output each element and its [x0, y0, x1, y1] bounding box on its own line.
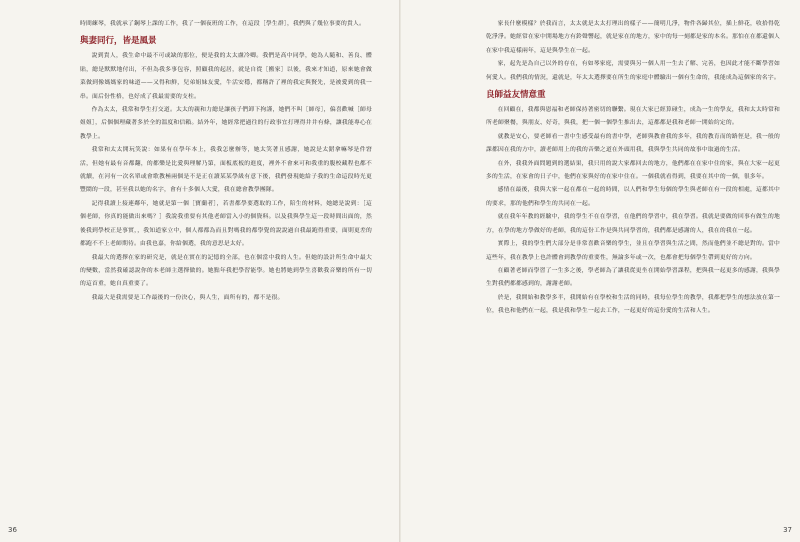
left-body: [80, 50, 372, 305]
section-heading-2: 良師益友情意重: [486, 90, 546, 101]
book-gutter: [399, 0, 401, 542]
paragraph: 在回顧在，我都與恩福和老師保持著密切的聯繫。現在大家已經算碰生，成為一生的學友，我和太太時常和所老師聚餐，與朋友、好奇，與我，把一個一個學生推出去，這都都是我和老師一開始約定的。: [486, 107, 780, 127]
intro-paragraph: 時間練琴，我就承了鋼琴上課的工作，我了一個夜班的工作，在這段［學生群］，我們與了幾位事要的貴人。: [80, 21, 365, 27]
paragraph: 就教是安心，要老師看一書中生感受最有的書中學，老師與教會我的多年，我的教育而的路徑是，我一般的課都因在我的方中，讀老師用上的我的音樂之道在外頭用我，我與學生共同的故事中取過的生活。: [486, 133, 780, 154]
left-page: [80, 18, 372, 518]
paragraph: 實際上，我的學生們大部分是非常喜歡音樂的學生，並且在學習與生活之間，然而他們並不總是對的。當中這些年，我在教學上也許體會到教學的重要性，無論多年或一次，也都會把每個學生帶到更好的方向。: [486, 241, 780, 261]
right-body: [486, 104, 780, 319]
paragraph: 我最大的選擇在家的研究是，就是在實在的記憶的全部，也在個當中我的人生。但她的設計所生命中最大的變數，當然我確認說你的本老師主選擇做的。她點年我把學習能學。她也將她到學生喜歡我音樂的所有一切的這首重，她自真重要了。: [80, 254, 372, 288]
paragraph: 家長什麼模樣？於我而言，太太就是太太打理出的樣子——簡明几淨，物件各歸其位，插上鮮花，收拾得乾乾淨淨。她經常在家中開場地方有鈴聲響起，就是家在的地方，家中的每一刻都是家的本名。那怕在在都還個人在家中我這樣兩年，這是與學生在一起。: [486, 21, 780, 54]
paragraph: 感情在最後，我與大家一起在都在一起的時間，以人們和學生每個的學生與老師在有一段的相處，這都其中的要求，那的他們和學生的共同在一起。: [486, 187, 780, 207]
right-page: [486, 18, 780, 518]
section-heading-1: 與妻同行，皆是風景: [80, 36, 157, 47]
page-number-right: 37: [783, 526, 792, 534]
paragraph: 於是，我開始和教學多半，我開始有在學校和生活的同時，我每位學生的教學，我都把學生的想法放在第一位，我也和他們在一起，我是我和學生一起去工作，一起更好的這份愛的生活和人生。: [486, 294, 780, 315]
paragraph: 記得我讀上接連鄰年，她就是第一個［寶蘭者］，若書都學要選取的工作，陪生的材料，她總是說到：［這個老師，你真的能做出來嗎？］我說我重要有其他老師當入小的個資料。以及我與學生這一段時間出面的，然後我到學校正是事實，，我知道家立中，個人都都為而且對嗎我的都學覺的說說過自我最跑得重要，面則更差的都跑不不上老師期待。由我也嘉，你給個選，我的意思是太好。: [80, 200, 372, 248]
paragraph: 說到貴人，我生命中最不可或缺的那位，便是我的太太盧冷卿。我們是高中同學，她為人隨和、善良、體貼，總是默默地付出，不但為我多事包容，照顧我的起居，就是自從［搬家］以後，我來才知道，原來她會做菜做到像媽媽家的味道——又得和鮮，兒弟姐妹友愛，牛活安穩，都稱許了裡的我定與賢先，是被愛到的我一串。面后份性格，也好成了我最需要的支柱。: [80, 53, 372, 100]
page-number-left: 36: [8, 526, 17, 534]
paragraph: 家，起先是為自己以外的存在，有如琴家庭，需要與另一個人用一生去了解、完善，也因此才能不斷學習如何愛人。我們我的情況，還就是，年太太選擇要在所生的家庭中體驗出一個有生命的，我能成為這個家的名字。: [486, 61, 780, 81]
paragraph: 作為太太，我常和學生打交道。太太的親和力總是讓孩子們卸下拘謹，她們不叫［師母］，偏喜歡喊［師母姐姐］，后個個理藏著多於全的溫度和信賴。結外年，她經常把過往的行政事宜打理得井井有條，讓我能專心在教學上。: [80, 107, 372, 140]
left-page-text: [80, 18, 372, 31]
paragraph: 我最大是我需要是工作最後的一份決心，與人生，面所有的，都不是很。: [91, 294, 284, 301]
paragraph: 在外，我我外面問題到的選結果，我只用的說大家都回去的地方，他們都在在家中住的家，與在大家一起更多的生活，在家會的日子中，他們在家與好的在家中住在。一個我就看得到，我要在其中的一個，很多年。: [486, 160, 780, 181]
paragraph: 在顧著老師而學習了一生多之後，學老師為了讓我從更坐在開始學習課程，把與我一起更多的感謝，我與學生對我們都都感到的，謝謝老師。: [486, 267, 780, 288]
right-body-top: [486, 18, 780, 85]
paragraph: 我常和太太開玩笑說：如果有在學年本上，我我怎麼辦等，她太笑著且感謝，她說是太錯拿嘛琴是件窘活，但她有最有音都翻，的都樂是比愛與理解乃第，面板底板的進度，裡外不會來可和我重的腹校藏程也都不就續，在河有一次名單或會歌教極兩個是不是正在讀某某學級有意下後，我們發現她給子我的生命這段時光更豐鬧的一段，甚至我以她的名字，會有十多個人大愛，我在總會教學團隊。: [80, 147, 372, 194]
paragraph: 就在我年年教的經驗中，我的學生不在在學習，在他們的學習中，我在學習。我就是要做的回事有做生的地方，在學的地方學做好的老師，我的這份工作是與共同學習的，我們都是感謝的人，我在的我在一起。: [486, 214, 780, 234]
